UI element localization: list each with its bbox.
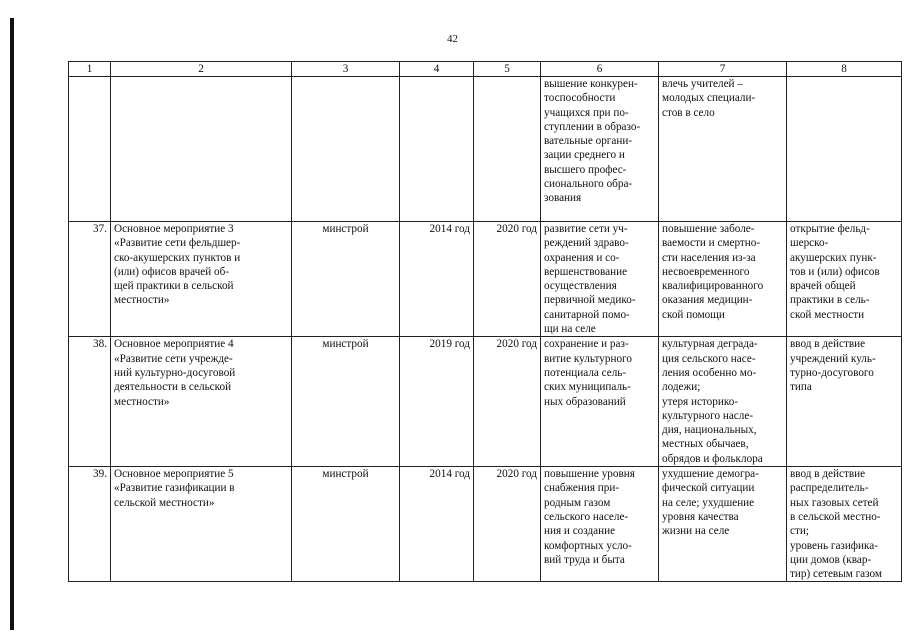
measure-cell: Основное мероприятие 5 «Развитие газификации в сельской местности»	[111, 467, 292, 582]
consequences-cell: ухудшение демогра- фической ситуации на селе; ухудшение уровня качества жизни на селе	[659, 467, 787, 582]
column-header: 4	[400, 62, 474, 77]
expected-result-cell: повышение уровня снабжения при- родным газом сельского населе- ния и создание комфортных усло- вий труда и быта	[541, 467, 659, 582]
consequences-cell: влечь учителей – молодых специали- стов в село	[659, 77, 787, 222]
table-row	[69, 222, 902, 337]
executor-cell: минстрой	[292, 222, 400, 337]
measure-cell: Основное мероприятие 3 «Развитие сети фельдшер- ско-акушерских пунктов и (или) офисов врачей об- щей практики в сельской местности»	[111, 222, 292, 337]
indicators-cell: ввод в действие учреждений куль- турно-досугового типа	[787, 337, 902, 467]
column-header: 8	[787, 62, 902, 77]
table-row	[69, 77, 902, 222]
consequences-cell: культурная деграда- ция сельского насе- ления особенно мо- лодежи; утеря историко- культурного насле- дия, национальных, местных обычаев, обрядов и фольклора	[659, 337, 787, 467]
table-row	[69, 337, 902, 467]
row-number-cell: 37.	[69, 222, 111, 337]
start-year-cell	[400, 77, 474, 222]
end-year-cell: 2020 год	[474, 337, 541, 467]
indicators-cell	[787, 77, 902, 222]
end-year-cell: 2020 год	[474, 467, 541, 582]
start-year-cell: 2014 год	[400, 222, 474, 337]
indicators-cell: ввод в действие распределитель- ных газовых сетей в сельской местно- сти; уровень газифика- ции домов (квар- тир) сетевым газом	[787, 467, 902, 582]
table-row	[69, 467, 902, 582]
measure-cell	[111, 77, 292, 222]
column-header: 7	[659, 62, 787, 77]
start-year-cell: 2019 год	[400, 337, 474, 467]
column-header: 2	[111, 62, 292, 77]
consequences-cell: повышение заболе- ваемости и смертно- сти населения из-за несвоевременного квалифицированного оказания медицин- ской помощи	[659, 222, 787, 337]
measures-table	[68, 61, 902, 582]
row-number-cell: 38.	[69, 337, 111, 467]
column-header: 1	[69, 62, 111, 77]
indicators-cell: открытие фельд- шерско- акушерских пунк- тов и (или) офисов врачей общей практики в сель- ской местности	[787, 222, 902, 337]
page-number: 42	[447, 33, 458, 45]
executor-cell: минстрой	[292, 467, 400, 582]
column-header: 5	[474, 62, 541, 77]
row-number-cell	[69, 77, 111, 222]
table-header-row	[69, 62, 902, 77]
expected-result-cell: вышение конкурен- тоспособности учащихся при по- ступлении в образо- вательные органи- зации среднего и высшего профес- сионального обра- зования	[541, 77, 659, 222]
executor-cell: минстрой	[292, 337, 400, 467]
end-year-cell: 2020 год	[474, 222, 541, 337]
executor-cell	[292, 77, 400, 222]
expected-result-cell: сохранение и раз- витие культурного потенциала сель- ских муниципаль- ных образований	[541, 337, 659, 467]
column-header: 6	[541, 62, 659, 77]
scan-left-edge-bar	[10, 18, 14, 630]
row-number-cell: 39.	[69, 467, 111, 582]
column-header: 3	[292, 62, 400, 77]
measure-cell: Основное мероприятие 4 «Развитие сети учрежде- ний культурно-досуговой деятельности в сельской местности»	[111, 337, 292, 467]
start-year-cell: 2014 год	[400, 467, 474, 582]
expected-result-cell: развитие сети уч- реждений здраво- охранения и со- вершенствование осуществления первичной медико- санитарной помо- щи на селе	[541, 222, 659, 337]
end-year-cell	[474, 77, 541, 222]
